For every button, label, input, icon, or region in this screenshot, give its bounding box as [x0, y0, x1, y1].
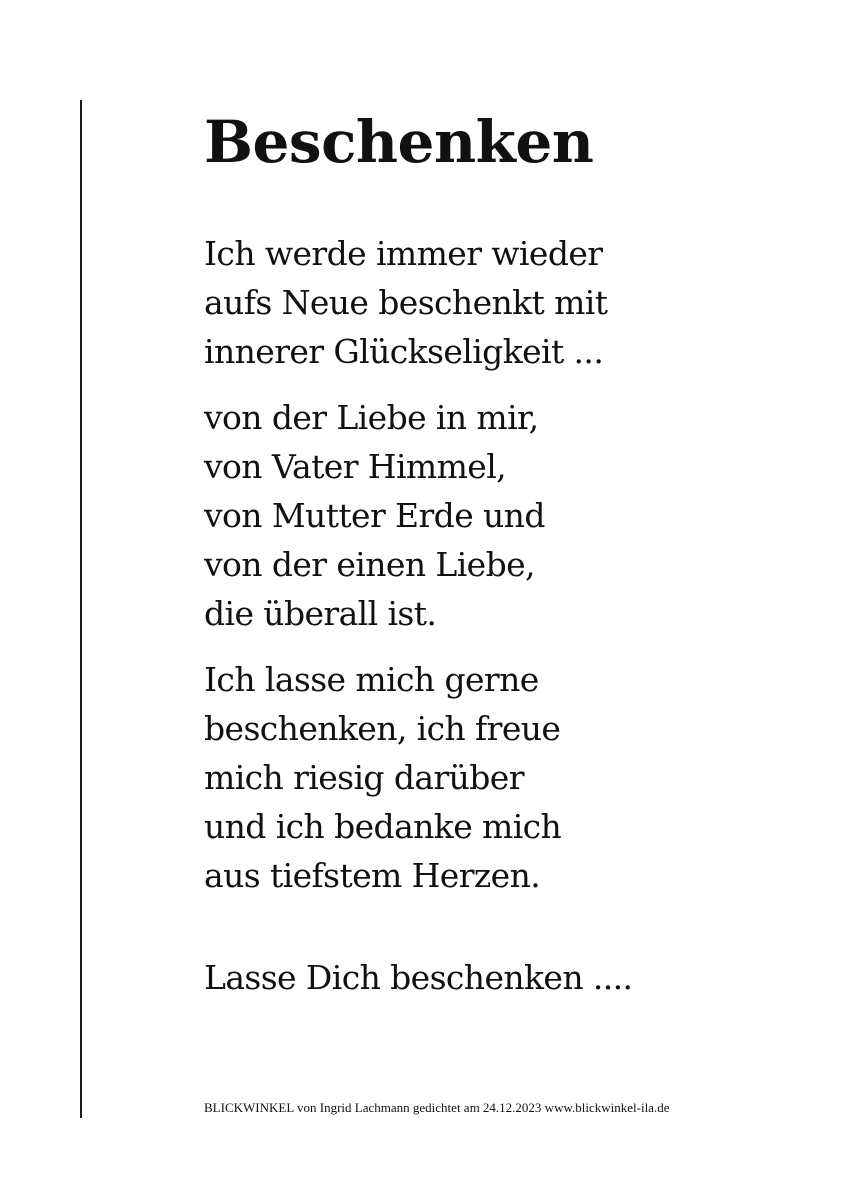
- poem-line: die überall ist.: [204, 594, 437, 633]
- margin-rule: [80, 100, 82, 1118]
- stanza-2: [204, 393, 545, 638]
- poem-line: aus tiefstem Herzen.: [204, 856, 541, 895]
- stanza-3: [204, 655, 561, 900]
- poem-line: von der einen Liebe,: [204, 545, 535, 584]
- poem-line: mich riesig darüber: [204, 758, 524, 797]
- stanza-4: [204, 953, 632, 1002]
- poem-line: Ich lasse mich gerne: [204, 660, 539, 699]
- poem-line: Lasse Dich beschenken ....: [204, 958, 633, 997]
- poem-line: von der Liebe in mir,: [204, 398, 539, 437]
- poem-line: Ich werde immer wieder: [204, 234, 603, 273]
- poem-line: innerer Glückseligkeit ...: [204, 332, 604, 371]
- poem-line: und ich bedanke mich: [204, 807, 562, 846]
- poem-title: Beschenken: [204, 108, 594, 176]
- poem-line: beschenken, ich freue: [204, 709, 561, 748]
- poem-line: von Mutter Erde und: [204, 496, 545, 535]
- stanza-1: [204, 229, 607, 376]
- footer-credit: BLICKWINKEL von Ingrid Lachmann gedichtet am 24.12.2023 www.blickwinkel-ila.de: [204, 1100, 670, 1115]
- poem-line: von Vater Himmel,: [204, 447, 507, 486]
- poem-line: aufs Neue beschenkt mit: [204, 283, 608, 322]
